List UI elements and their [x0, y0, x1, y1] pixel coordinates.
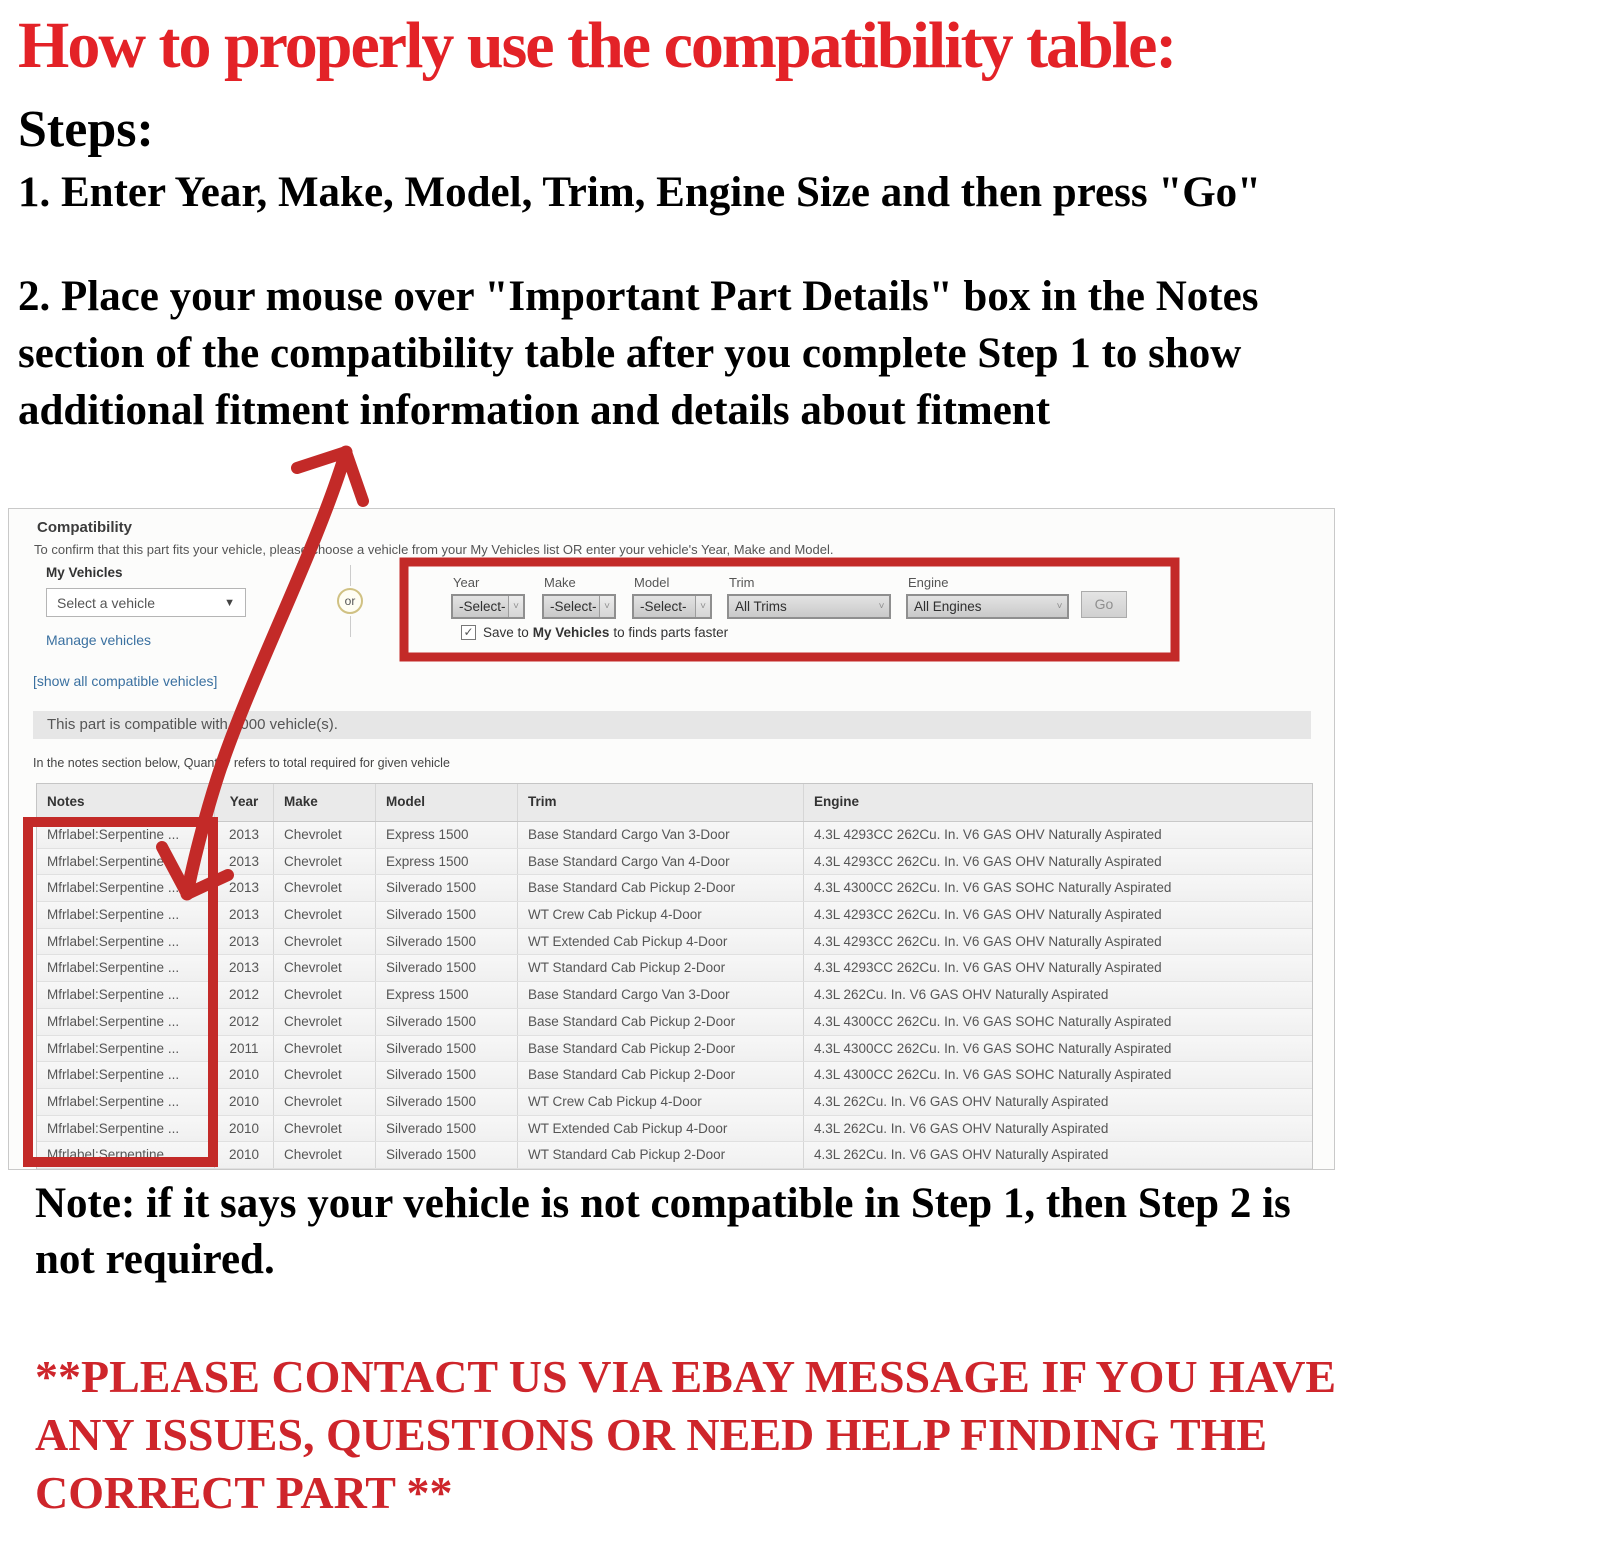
table-row — [37, 929, 1312, 956]
step2-line1: 2. Place your mouse over "Important Part Details" box in the Notes — [18, 273, 1259, 320]
table-row — [37, 1089, 1312, 1116]
cell-year: 2010 — [215, 1116, 274, 1142]
cell-engine: 4.3L 4293CC 262Cu. In. V6 GAS OHV Naturally Aspirated — [814, 960, 1162, 976]
cell-trim: Base Standard Cargo Van 3-Door — [518, 822, 804, 848]
cell-model: Silverado 1500 — [376, 1089, 518, 1115]
header-engine: Engine — [814, 794, 860, 809]
cell-notes[interactable]: Mfrlabel:Serpentine ... — [37, 822, 215, 848]
note-line1: Note: if it says your vehicle is not compatible in Step 1, then Step 2 is — [35, 1180, 1291, 1227]
cell-model: Silverado 1500 — [376, 955, 518, 981]
cell-year: 2013 — [215, 902, 274, 928]
select-vehicle-dropdown[interactable] — [46, 588, 246, 617]
chevron-down-icon: ˅ — [1056, 601, 1063, 612]
save-label-prefix: Save to — [483, 625, 529, 640]
cell-engine: 4.3L 4293CC 262Cu. In. V6 GAS OHV Naturally Aspirated — [814, 827, 1162, 842]
cell-engine: 4.3L 262Cu. In. V6 GAS OHV Naturally Aspirated — [814, 1093, 1109, 1109]
widget-title: Compatibility — [37, 519, 133, 536]
cell-year: 2010 — [215, 1142, 274, 1168]
cell-trim: Base Standard Cab Pickup 2-Door — [518, 1062, 804, 1088]
cell-engine: 4.3L 4293CC 262Cu. In. V6 GAS OHV Naturally Aspirated — [814, 853, 1162, 869]
cell-notes[interactable]: Mfrlabel:Serpentine ... — [37, 955, 215, 981]
header-make: Make — [274, 784, 376, 821]
chevron-down-icon: ˅ — [599, 596, 614, 617]
chevron-down-icon: ˅ — [695, 596, 710, 617]
cell-model: Silverado 1500 — [376, 902, 518, 928]
cell-model: Silverado 1500 — [376, 875, 518, 901]
cell-notes[interactable]: Mfrlabel:Serpentine ... — [37, 929, 215, 955]
cell-notes[interactable]: Mfrlabel:Serpentine ... — [37, 1009, 215, 1035]
cell-model: Silverado 1500 — [376, 1036, 518, 1062]
model-select[interactable] — [632, 594, 712, 619]
my-vehicles-label: My Vehicles — [46, 565, 123, 580]
table-row — [37, 1036, 1312, 1063]
cell-make: Chevrolet — [274, 1089, 376, 1115]
trim-label: Trim — [729, 575, 755, 590]
cell-year: 2012 — [215, 1009, 274, 1035]
cell-year: 2013 — [215, 849, 274, 875]
header-trim: Trim — [518, 784, 804, 821]
table-row — [37, 849, 1312, 876]
or-badge: or — [337, 588, 363, 614]
note-line2: not required. — [35, 1236, 275, 1283]
cell-engine: 4.3L 4300CC 262Cu. In. V6 GAS SOHC Naturally Aspirated — [814, 1040, 1172, 1056]
table-row — [37, 982, 1312, 1009]
contact-line3: CORRECT PART ** — [35, 1467, 453, 1518]
table-row — [37, 1142, 1312, 1169]
save-checkbox[interactable]: ✓ — [461, 625, 476, 640]
widget-description: To confirm that this part fits your vehicle, please choose a vehicle from your My Vehicles list OR enter your vehicle's Year, Make and Model. — [34, 542, 834, 557]
cell-trim: WT Extended Cab Pickup 4-Door — [518, 1116, 804, 1142]
cell-notes[interactable]: Mfrlabel:Serpentine ... — [37, 902, 215, 928]
cell-notes[interactable]: Mfrlabel:Serpentine ... — [37, 1089, 215, 1115]
cell-year: 2013 — [215, 875, 274, 901]
show-all-compatible-link[interactable]: [show all compatible vehicles] — [33, 673, 218, 689]
compatibility-table — [36, 783, 1313, 1169]
header-year: Year — [215, 784, 274, 821]
cell-engine: 4.3L 262Cu. In. V6 GAS OHV Naturally Aspirated — [814, 1147, 1109, 1163]
cell-make: Chevrolet — [274, 982, 376, 1008]
cell-model: Silverado 1500 — [376, 1062, 518, 1088]
model-select-value: -Select- — [640, 599, 687, 614]
cell-make: Chevrolet — [274, 1062, 376, 1088]
cell-make: Chevrolet — [274, 955, 376, 981]
notes-hint-text: In the notes section below, Quantity refers to total required for given vehicle — [33, 756, 450, 770]
cell-trim: WT Standard Cab Pickup 2-Door — [518, 1142, 804, 1168]
cell-trim: WT Extended Cab Pickup 4-Door — [518, 929, 804, 955]
step2-line3: additional fitment information and details about fitment — [18, 387, 1051, 434]
manage-vehicles-link[interactable]: Manage vehicles — [46, 632, 152, 648]
steps-heading: Steps: — [18, 101, 154, 158]
cell-model: Express 1500 — [376, 982, 518, 1008]
dropdown-arrow-icon: ▼ — [224, 596, 235, 609]
note-text — [35, 1176, 1291, 1288]
table-row — [37, 822, 1312, 849]
cell-year: 2010 — [215, 1089, 274, 1115]
cell-make: Chevrolet — [274, 929, 376, 955]
step1-text: 1. Enter Year, Make, Model, Trim, Engine Size and then press "Go" — [18, 169, 1262, 216]
save-label-bold: My Vehicles — [532, 625, 610, 640]
chevron-down-icon: ˅ — [508, 596, 523, 617]
cell-trim: Base Standard Cab Pickup 2-Door — [518, 1036, 804, 1062]
table-header-row — [37, 784, 1312, 822]
contact-line1: **PLEASE CONTACT US VIA EBAY MESSAGE IF YOU HAVE — [35, 1351, 1337, 1402]
header-notes-label: Notes — [47, 794, 85, 809]
trim-select-value: All Trims — [735, 599, 787, 614]
engine-select[interactable] — [906, 594, 1069, 619]
header-model: Model — [376, 784, 518, 821]
cell-year: 2010 — [215, 1062, 274, 1088]
save-to-vehicles-row — [461, 625, 728, 640]
contact-line2: ANY ISSUES, QUESTIONS OR NEED HELP FINDING THE — [35, 1409, 1268, 1460]
cell-trim: WT Crew Cab Pickup 4-Door — [518, 902, 804, 928]
divider-line — [350, 616, 351, 637]
chevron-down-icon: ˅ — [878, 601, 885, 612]
cell-make: Chevrolet — [274, 875, 376, 901]
table-row — [37, 955, 1312, 982]
make-label: Make — [544, 575, 576, 590]
cell-engine: 4.3L 262Cu. In. V6 GAS OHV Naturally Aspirated — [814, 987, 1109, 1003]
page-title: How to properly use the compatibility table: — [18, 9, 1176, 82]
engine-select-value: All Engines — [914, 599, 982, 614]
cell-engine: 4.3L 4293CC 262Cu. In. V6 GAS OHV Naturally Aspirated — [814, 907, 1162, 923]
cell-model: Express 1500 — [376, 849, 518, 875]
cell-make: Chevrolet — [274, 849, 376, 875]
cell-year: 2011 — [215, 1036, 274, 1062]
save-label-suffix: to finds parts faster — [613, 625, 729, 640]
step2-text — [18, 268, 1258, 439]
cell-make: Chevrolet — [274, 902, 376, 928]
cell-trim: Base Standard Cargo Van 4-Door — [518, 849, 804, 875]
cell-notes[interactable]: Mfrlabel:Serpentine ... — [37, 1142, 215, 1168]
compatibility-widget — [8, 508, 1335, 1170]
cell-notes[interactable]: Mfrlabel:Serpentine ... — [37, 1036, 215, 1062]
table-row — [37, 902, 1312, 929]
year-select[interactable] — [451, 594, 525, 619]
cell-make: Chevrolet — [274, 1036, 376, 1062]
cell-year: 2012 — [215, 982, 274, 1008]
compatible-count-banner: This part is compatible with 1000 vehicle(s). — [33, 711, 1311, 739]
cell-model: Express 1500 — [376, 822, 518, 848]
cell-trim: Base Standard Cab Pickup 2-Door — [518, 1009, 804, 1035]
cell-notes[interactable]: Mfrlabel:Serpentine ... — [37, 1116, 215, 1142]
cell-model: Silverado 1500 — [376, 1009, 518, 1035]
table-row — [37, 1062, 1312, 1089]
cell-trim: WT Crew Cab Pickup 4-Door — [518, 1089, 804, 1115]
cell-make: Chevrolet — [274, 1142, 376, 1168]
cell-make: Chevrolet — [274, 1009, 376, 1035]
cell-model: Silverado 1500 — [376, 929, 518, 955]
cell-year: 2013 — [215, 955, 274, 981]
go-button[interactable]: Go — [1081, 591, 1127, 618]
step2-line2: section of the compatibility table after you complete Step 1 to show — [18, 330, 1242, 377]
cell-notes[interactable]: Mfrlabel:Serpentine ... — [37, 875, 215, 901]
cell-engine: 4.3L 262Cu. In. V6 GAS OHV Naturally Aspirated — [814, 1120, 1109, 1136]
cell-engine: 4.3L 4300CC 262Cu. In. V6 GAS SOHC Naturally Aspirated — [814, 880, 1172, 896]
cell-model: Silverado 1500 — [376, 1116, 518, 1142]
arrow-head-up-icon — [297, 452, 363, 501]
header-notes — [37, 784, 215, 821]
or-divider — [337, 565, 363, 645]
cell-notes[interactable]: Mfrlabel:Serpentine ... — [37, 982, 215, 1008]
make-select-value: -Select- — [550, 599, 597, 614]
trim-select[interactable] — [727, 594, 891, 619]
cell-trim: Base Standard Cargo Van 3-Door — [518, 982, 804, 1008]
divider-line — [350, 565, 351, 586]
cell-model: Silverado 1500 — [376, 1142, 518, 1168]
make-select[interactable] — [542, 594, 616, 619]
table-row — [37, 1009, 1312, 1036]
select-vehicle-value: Select a vehicle — [57, 594, 156, 611]
table-row — [37, 1116, 1312, 1143]
engine-label: Engine — [908, 575, 949, 590]
important-part-details-label[interactable] — [47, 815, 214, 821]
cell-notes[interactable]: Mfrlabel:Serpentine ... — [37, 849, 215, 875]
cell-year: 2013 — [215, 929, 274, 955]
cell-engine: 4.3L 4293CC 262Cu. In. V6 GAS OHV Naturally Aspirated — [814, 933, 1162, 949]
contact-text — [35, 1348, 1336, 1522]
table-row — [37, 875, 1312, 902]
year-label: Year — [453, 575, 480, 590]
cell-trim: WT Standard Cab Pickup 2-Door — [518, 955, 804, 981]
cell-make: Chevrolet — [274, 822, 376, 848]
cell-trim: Base Standard Cab Pickup 2-Door — [518, 875, 804, 901]
cell-engine: 4.3L 4300CC 262Cu. In. V6 GAS SOHC Naturally Aspirated — [814, 1013, 1172, 1029]
table-body — [37, 822, 1312, 1169]
cell-year: 2013 — [215, 822, 274, 848]
cell-engine: 4.3L 4300CC 262Cu. In. V6 GAS SOHC Naturally Aspirated — [814, 1067, 1172, 1083]
cell-make: Chevrolet — [274, 1116, 376, 1142]
model-label: Model — [634, 575, 670, 590]
year-select-value: -Select- — [459, 599, 506, 614]
cell-notes[interactable]: Mfrlabel:Serpentine ... — [37, 1062, 215, 1088]
